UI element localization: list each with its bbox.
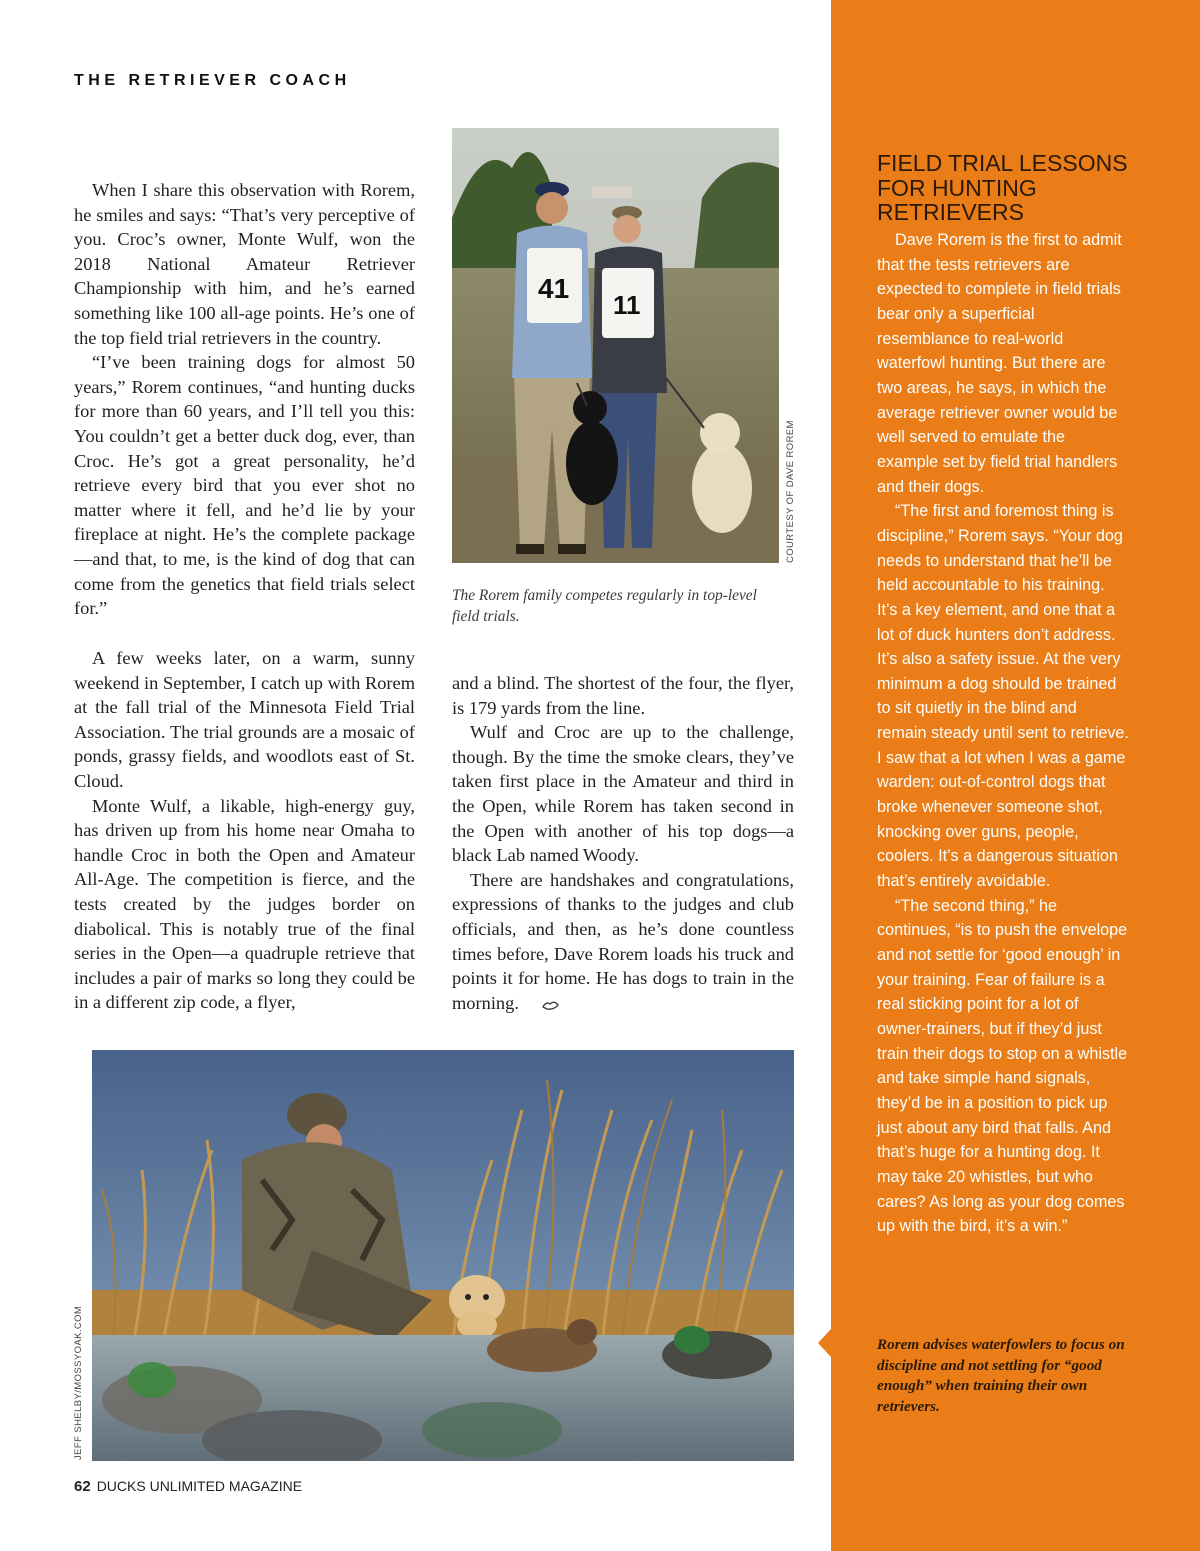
rorem-family-photo (452, 128, 779, 563)
photo-credit: COURTESY OF DAVE ROREM (785, 420, 796, 563)
article-paragraph: When I share this observation with Rorem, he smiles and says: “That’s very perceptive of you. Croc’s owner, Monte Wulf, won the 2018 National Amateur Retriever Championship with him, and he’s earned something like 100 all-age points. He’s one of the top field trial retrievers in the country. (74, 180, 415, 348)
article-column-1-top (74, 178, 415, 621)
page-footer (74, 1478, 302, 1495)
article-paragraph: A few weeks later, on a warm, sunny weekend in September, I catch up with Rorem at the fall trial of the Minnesota Field Trial Association. The trial grounds are a mosaic of ponds, grassy fields, and woodlots east of St. Cloud. (74, 648, 415, 791)
article-column-2 (452, 671, 794, 1017)
article-paragraph: Wulf and Croc are up to the challenge, though. By the time the smoke clears, they’ve taken first place in the Amateur and third in the Open, while Rorem has taken second in the Open with another of his top dogs—a black Lab named Woody. (452, 722, 794, 866)
sidebar-title: FIELD TRIAL LESSONS FOR HUNTING RETRIEVERS (877, 150, 1128, 225)
article-paragraph-final (452, 868, 794, 1018)
article-column-1-bottom (74, 646, 415, 1015)
sidebar-caption: Rorem advises waterfowlers to focus on discipline and not settling for “good enough” when training their own retrievers. (877, 1336, 1125, 1415)
hunter-and-dog-photo (92, 1050, 794, 1461)
sidebar-paragraph: Dave Rorem is the first to admit that the tests retrievers are expected to complete in field trials bear only a superficial resemblance to real-world waterfowl hunting. But there are two areas, he says, in which the average retriever owner would be well served to emulate the example set by field trial handlers and their dogs. (877, 231, 1122, 496)
article-paragraph: There are handshakes and congratulations, expressions of thanks to the judges and club officials, and then, as he’s done countless times before, Dave Rorem loads his truck and points it for home. He has dogs to train in the morning. (452, 869, 794, 1013)
photo-caption: The Rorem family competes regularly in top-level field trials. (452, 587, 757, 625)
sidebar-paragraph: “The first and foremost thing is discipline,” Rorem says. “Your dog needs to understand that he’ll be held accountable to his training. It’s a key element, and one that a lot of duck hunters don’t address. It’s also a safety issue. At the very minimum a dog should be trained to sit quietly in the blind and remain steady until sent to retrieve. I saw that a lot when I was a game warden: out-of-control dogs that broke whenever someone shot, knocking over guns, people, coolers. It’s a dangerous situation that’s entirely avoidable. (877, 502, 1129, 891)
article-paragraph: and a blind. The shortest of the four, the flyer, is 179 yards from the line. (452, 673, 794, 718)
sidebar-pointer-icon (818, 1329, 831, 1357)
article-paragraph: Monte Wulf, a likable, high-energy guy, has driven up from his home near Omaha to handle Croc in both the Open and Amateur All-Age. The competition is fierce, and the tests created by the judges border on diabolical. This is notably true of the final series in the Open—a quadruple retrieve that includes a pair of marks so long they could be in a different zip code, a flyer, (74, 795, 415, 1013)
magazine-name: DUCKS UNLIMITED MAGAZINE (96, 1478, 303, 1494)
sidebar-body (877, 228, 1129, 1239)
section-label: THE RETRIEVER COACH (74, 72, 351, 89)
article-paragraph: “I’ve been training dogs for almost 50 years,” Rorem continues, “and hunting ducks for more than 60 years, and I’ll tell you this: You couldn’t get a better duck dog, ever, than Croc. He’s got a great personality, he’d retrieve every bird that you ever shot no matter where it fell, and he’d lie by your fireplace at night. He’s the complete package—and that, to me, is the kind of dog that can come from the genetics that field trials select for.” (74, 352, 415, 619)
photo-credit: JEFF SHELBY/MOSSYOAK.COM (73, 1305, 84, 1460)
page-number: 62 (74, 1478, 91, 1495)
bib-number-left: 41 (538, 273, 570, 304)
duck-end-mark-icon (524, 993, 560, 1018)
sidebar-paragraph: “The second thing,” he continues, “is to push the envelope and not settle for ‘good enough’ in your training. Fear of failure is a real sticking point for a lot of owner-trainers, but if they’d just train their dogs to stop on a whistle and take simple hand signals, they’d be in a position to pick up just about any bird that falls. And that’s huge for a hunting dog. It may take 20 whistles, but who cares? As long as your dog comes up with the bird, it’s a win.” (877, 896, 1128, 1236)
bib-number-right: 11 (613, 290, 641, 320)
